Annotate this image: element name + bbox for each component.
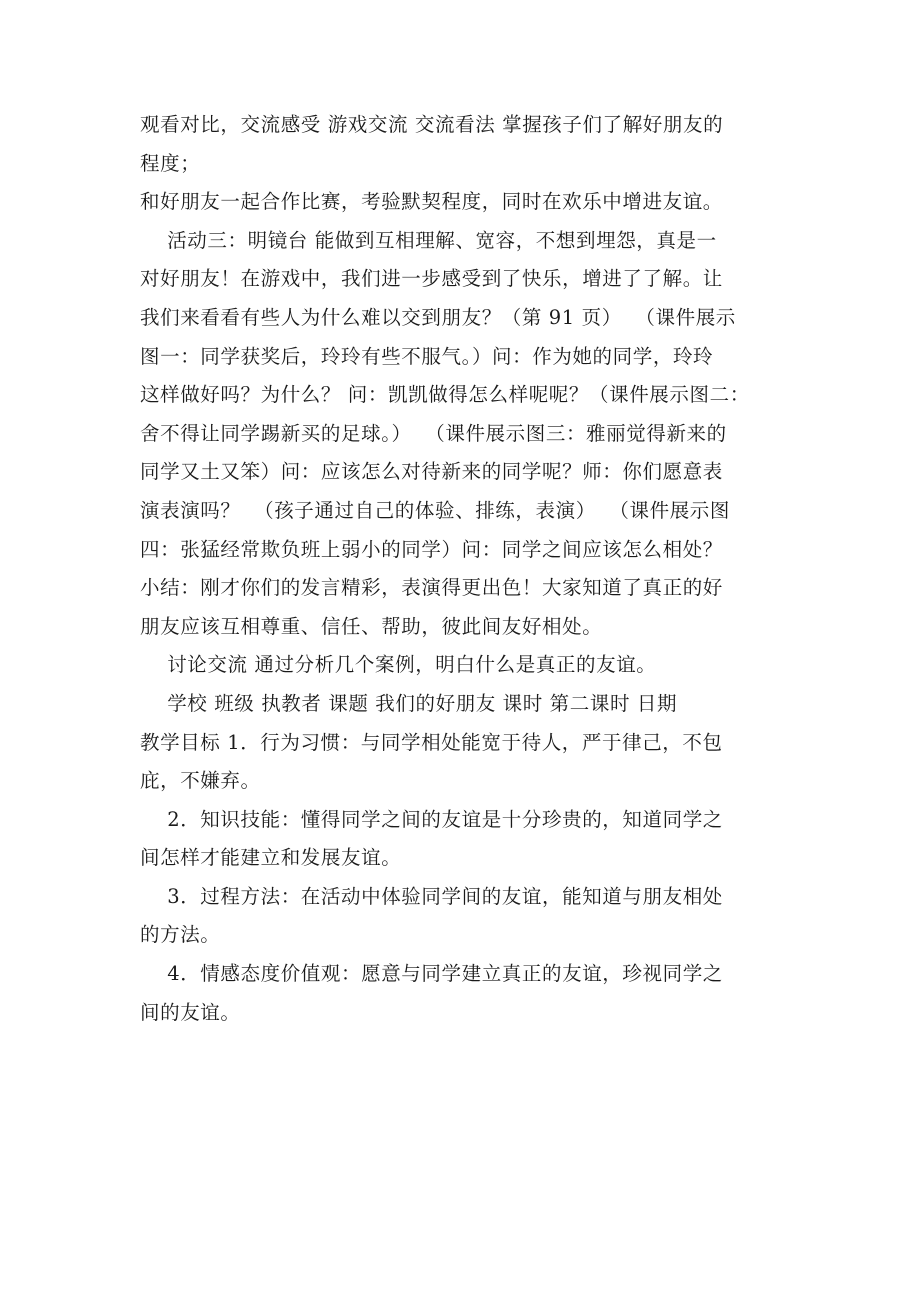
- text-line-8: 这样做好吗？为什么？ 问：凯凯做得怎么样呢呢？（课件展示图二：: [140, 383, 750, 407]
- text-line-12: 四：张猛经常欺负班上弱小的同学）问：同学之间应该怎么相处？: [140, 537, 723, 561]
- text-line-24: 间的友谊。: [140, 1000, 241, 1024]
- text-line-5: 对好朋友！在游戏中，我们进一步感受到了快乐，增进了了解。让: [140, 267, 723, 291]
- text-line-16: 学校 班级 执教者 课题 我们的好朋友 课时 第二课时 日期: [140, 691, 678, 715]
- text-line-4: 活动三：明镜台 能做到互相理解、宽容，不想到埋怨，真是一: [140, 228, 717, 252]
- text-line-1: 观看对比，交流感受 游戏交流 交流看法 掌握孩子们了解好朋友的: [140, 113, 724, 136]
- text-line-11: 演表演吗？ （孩子通过自己的体验、排练，表演） （课件展示图: [140, 498, 730, 522]
- text-line-20: 间怎样才能建立和发展友谊。: [140, 846, 402, 870]
- text-line-13: 小结：刚才你们的发言精彩，表演得更出色！大家知道了真正的好: [140, 576, 723, 600]
- document-body: [140, 106, 800, 1032]
- text-line-22: 的方法。: [140, 923, 221, 947]
- text-line-19: 2．知识技能：懂得同学之间的友谊是十分珍贵的，知道同学之: [140, 807, 723, 831]
- text-line-9: 舍不得让同学踢新买的足球。） （课件展示图三：雅丽觉得新来的: [140, 421, 727, 445]
- text-line-23: 4．情感态度价值观：愿意与同学建立真正的友谊，珍视同学之: [140, 962, 723, 986]
- text-line-21: 3．过程方法：在活动中体验同学间的友谊，能知道与朋友相处: [140, 884, 723, 908]
- text-line-18: 庇，不嫌弃。: [140, 769, 261, 793]
- text-line-2: 程度；: [140, 151, 201, 175]
- text-line-6: 我们来看看有些人为什么难以交到朋友？（第 91 页） （课件展示: [140, 305, 736, 329]
- text-line-10: 同学又土又笨）问：应该怎么对待新来的同学呢？师：你们愿意表: [140, 460, 723, 484]
- text-line-7: 图一：同学获奖后，玲玲有些不服气。）问：作为她的同学，玲玲: [140, 344, 714, 368]
- text-line-15: 讨论交流 通过分析几个案例，明白什么是真正的友谊。: [140, 653, 657, 677]
- text-line-3: 和好朋友一起合作比赛，考验默契程度，同时在欢乐中增进友谊。: [140, 190, 723, 214]
- text-line-14: 朋友应该互相尊重、信任、帮助，彼此间友好相处。: [140, 614, 603, 638]
- text-line-17: 教学目标 1．行为习惯：与同学相处能宽于待人，严于律己，不包: [140, 730, 723, 754]
